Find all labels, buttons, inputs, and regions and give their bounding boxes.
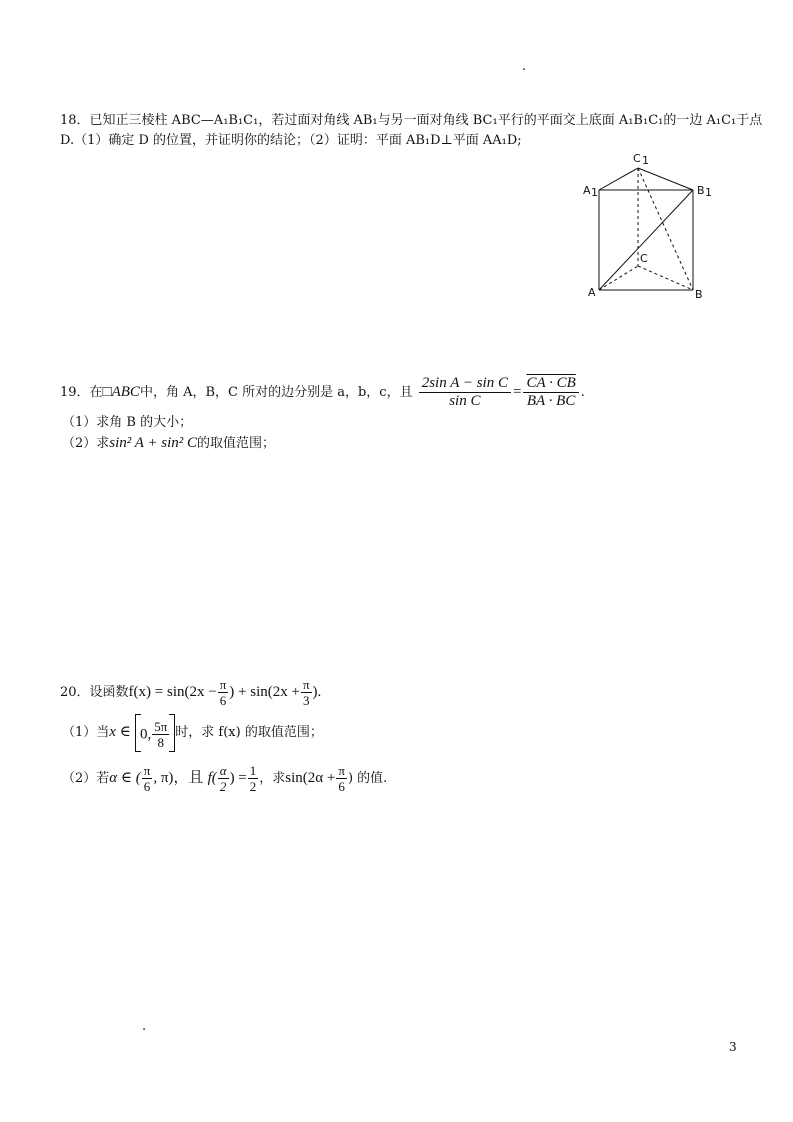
q19-end: .: [580, 385, 585, 400]
q20-interval: [135, 714, 175, 752]
q20-part1: [62, 712, 323, 753]
q20-end: ).: [312, 684, 322, 700]
q20-pi3-den: 3: [302, 693, 310, 708]
q20-interval-a: 0,: [139, 726, 152, 743]
q19-eq: =: [512, 384, 522, 400]
q20-interval-den: 8: [157, 734, 164, 750]
label-b: B: [695, 288, 703, 301]
q19-part2: [62, 434, 275, 453]
q19-right-fraction: [523, 375, 578, 410]
label-b1-sub: 1: [705, 186, 712, 199]
q20-part2-eq: ) =: [229, 770, 247, 786]
q19-mid: 中，角 A，B，C 所对的边分别是 a，b，c，且: [139, 385, 413, 400]
q20-part2-a-den: 2: [219, 779, 227, 794]
q20-part2-half-den: 2: [249, 779, 257, 794]
q20-interval-num: 5π: [154, 718, 168, 734]
q19-left-num: 2sin A − sin C: [419, 375, 511, 393]
q20-part2-a: [218, 763, 229, 794]
q20-part1-x: x ∈: [109, 724, 131, 740]
q20-part2-range-end: , π)，且: [153, 770, 204, 786]
q20-part2-half-num: 1: [249, 763, 257, 778]
q18-line1: 18．已知正三棱柱 ABC—A₁B₁C₁，若过面对角线 AB₁与另一面对角线 BC₁平行的平面交上底面 A₁B₁C₁的一边 A₁C₁于点: [60, 113, 763, 128]
q20-part2-pi6b-den: 6: [338, 779, 345, 794]
footer-dot: .: [142, 1019, 147, 1034]
q20-part1-suffix: 时，求 f(x) 的取值范围；: [175, 725, 323, 740]
label-a1: A: [583, 184, 591, 197]
q20-part2-pi6b-num: π: [338, 763, 345, 778]
label-a: A: [588, 286, 596, 299]
q20-statement: [60, 674, 321, 711]
q19-part2-expr: sin² A + sin² C: [109, 435, 198, 451]
q20-part2-alpha: α ∈ (: [109, 770, 141, 786]
q19-right-num: CA · CB: [523, 375, 578, 393]
q20-part2-prefix: （2）若: [62, 771, 110, 786]
q20-part2-tail: ) 的值.: [347, 771, 388, 786]
q20-part2-sin: sin(2α +: [285, 770, 336, 786]
header-dot: .: [522, 59, 527, 74]
q20-interval-frac: [152, 719, 169, 750]
q19-part2-suffix: 的取值范围；: [197, 436, 276, 451]
q20-pi6-den: 6: [219, 693, 227, 708]
page-number: 3: [729, 1040, 737, 1054]
q20-part2-half: [248, 763, 259, 794]
label-c1-sub: 1: [642, 154, 649, 167]
q20-part2-ask: ，求: [259, 771, 286, 786]
q20-pi3: [301, 677, 312, 708]
q20-part2-pi-den: 6: [143, 779, 151, 794]
q19-triangle: □ABC: [102, 384, 140, 400]
label-c: C: [640, 252, 648, 265]
q20-pi6: [218, 677, 229, 708]
q20-part2-f: f(: [207, 770, 217, 786]
q18-line2: D.（1）确定 D 的位置，并证明你的结论；（2）证明：平面 AB₁D⊥平面 AA₁D;: [60, 133, 522, 148]
q19-left-fraction: [419, 375, 511, 410]
q19-prefix: 19．在: [60, 385, 103, 400]
label-a1-sub: 1: [591, 186, 598, 199]
q20-pi6-num: π: [219, 677, 227, 692]
q20-part2-a-num: α: [219, 763, 227, 778]
q19-statement: [60, 372, 585, 413]
label-b1: B: [697, 184, 705, 197]
q19-part1: （1）求角 B 的大小；: [62, 415, 193, 430]
q19-part2-prefix: （2）求: [62, 436, 110, 451]
q20-part2-pi-num: π: [143, 763, 151, 778]
label-c1: C: [633, 152, 641, 165]
q20-prefix: 20．设函数: [60, 685, 129, 700]
q20-part1-prefix: （1）当: [62, 725, 110, 740]
q20-part2: [62, 758, 387, 799]
q20-part2-pi: [142, 763, 153, 794]
q19-left-den: sin C: [449, 393, 481, 409]
q20-pi3-num: π: [302, 677, 310, 692]
q19-right-den: BA · BC: [526, 393, 576, 409]
prism-figure: [575, 148, 715, 308]
q20-mid: ) + sin(2x +: [229, 684, 300, 700]
q20-part2-pi6b: [336, 763, 347, 794]
q20-expr: f(x) = sin(2x −: [128, 684, 217, 700]
